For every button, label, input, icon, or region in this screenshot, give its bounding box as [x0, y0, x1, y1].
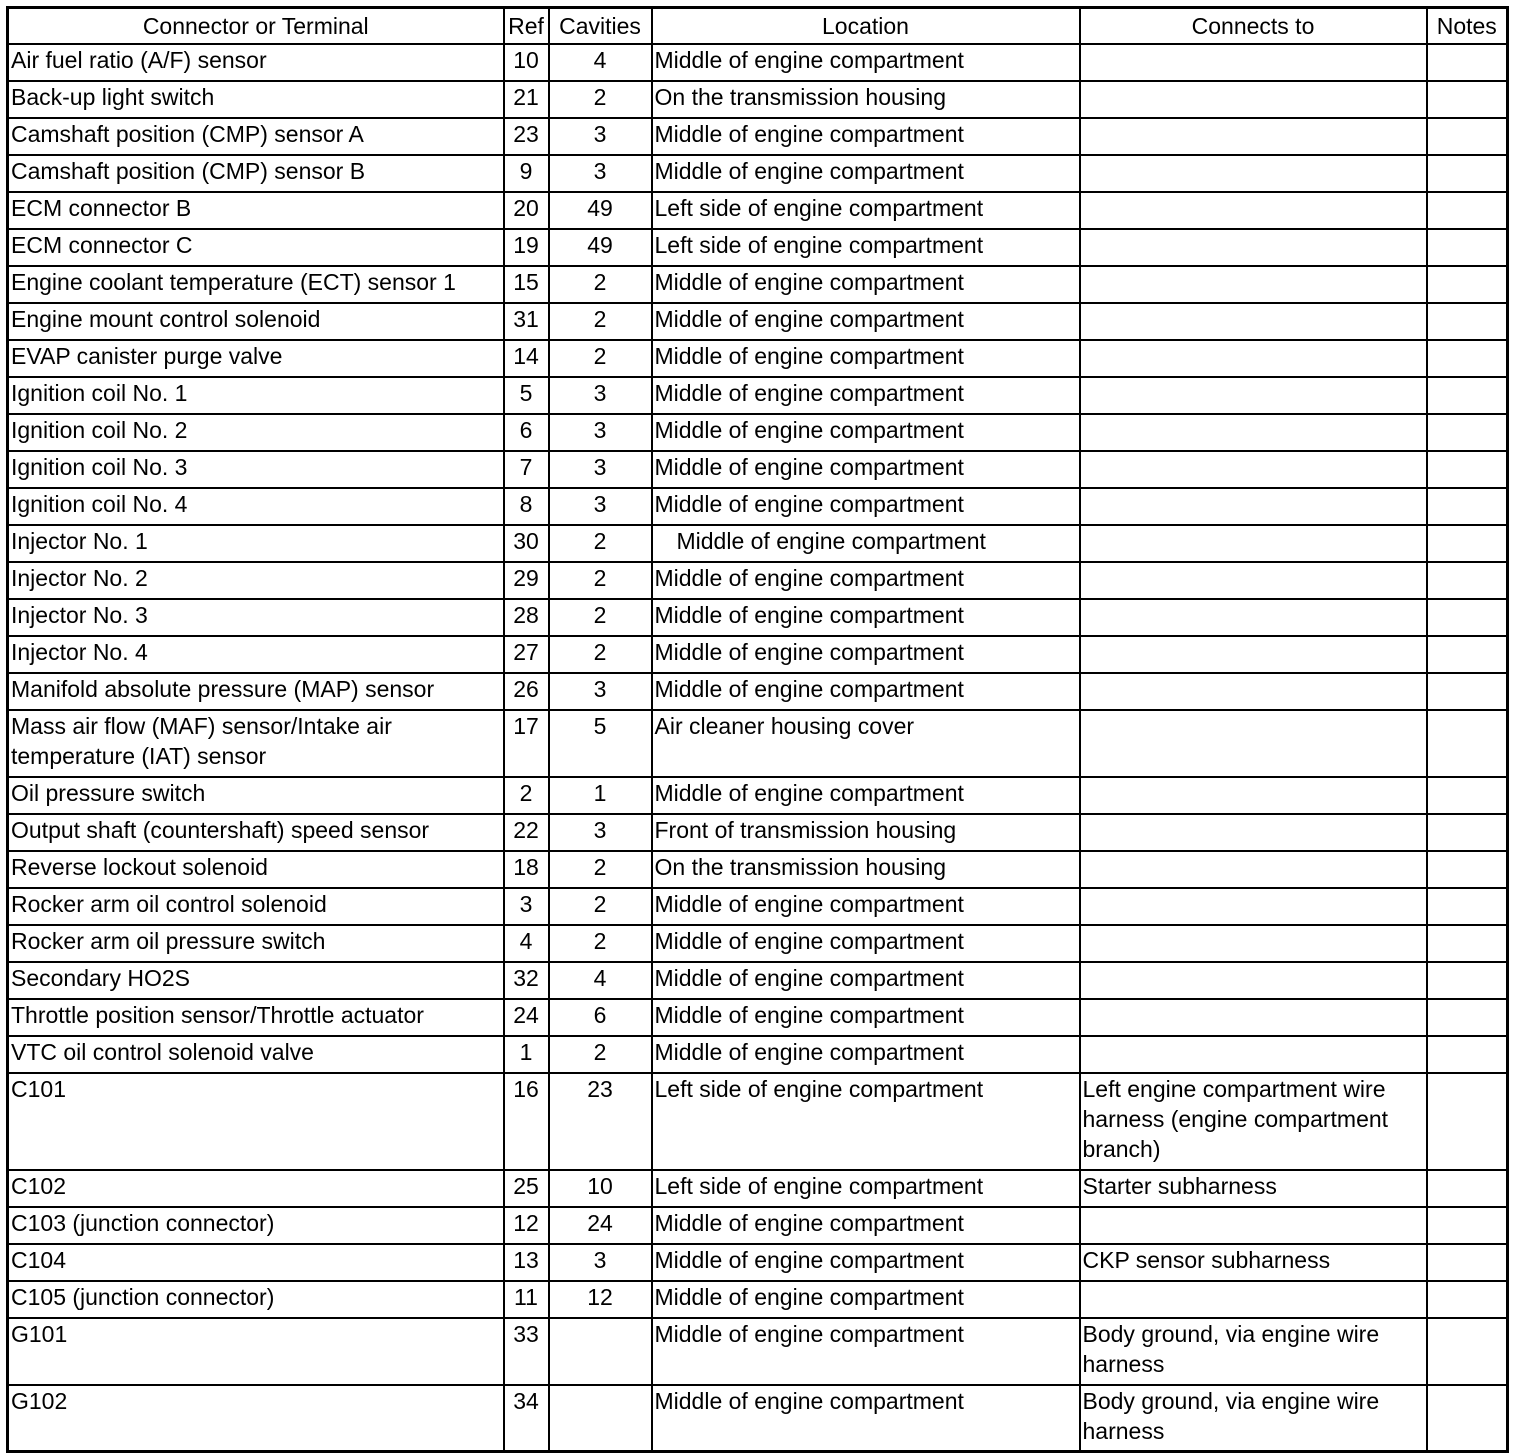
- cell-notes: [1427, 851, 1508, 888]
- cell-ref: 24: [504, 999, 549, 1036]
- cell-connector: C101: [8, 1073, 504, 1170]
- cell-ref: 34: [504, 1385, 549, 1452]
- cell-connector: Manifold absolute pressure (MAP) sensor: [8, 673, 504, 710]
- cell-notes: [1427, 488, 1508, 525]
- cell-notes: [1427, 118, 1508, 155]
- cell-location: Middle of engine compartment: [652, 599, 1080, 636]
- table-row: [8, 377, 1508, 414]
- cell-notes: [1427, 451, 1508, 488]
- cell-notes: [1427, 81, 1508, 118]
- table-row: [8, 266, 1508, 303]
- cell-connector: Throttle position sensor/Throttle actuator: [8, 999, 504, 1036]
- cell-connector: ECM connector B: [8, 192, 504, 229]
- table-row: [8, 1318, 1508, 1385]
- table-body: [8, 44, 1508, 1452]
- cell-connects-to: Left engine compartment wire harness (engine compartment branch): [1080, 1073, 1427, 1170]
- cell-location: Middle of engine compartment: [652, 1318, 1080, 1385]
- table-row: [8, 303, 1508, 340]
- cell-cavities: 2: [549, 340, 652, 377]
- cell-ref: 12: [504, 1207, 549, 1244]
- cell-cavities: 2: [549, 562, 652, 599]
- cell-connects-to: [1080, 229, 1427, 266]
- cell-location: Middle of engine compartment: [652, 488, 1080, 525]
- cell-notes: [1427, 525, 1508, 562]
- cell-connector: Ignition coil No. 3: [8, 451, 504, 488]
- cell-cavities: 2: [549, 525, 652, 562]
- cell-connects-to: [1080, 851, 1427, 888]
- cell-cavities: 5: [549, 710, 652, 777]
- table-row: [8, 81, 1508, 118]
- table-row: [8, 1036, 1508, 1073]
- cell-connector: C102: [8, 1170, 504, 1207]
- cell-connects-to: Starter subharness: [1080, 1170, 1427, 1207]
- header-connects-to: Connects to: [1080, 8, 1427, 44]
- cell-notes: [1427, 1244, 1508, 1281]
- cell-notes: [1427, 673, 1508, 710]
- cell-ref: 5: [504, 377, 549, 414]
- cell-ref: 15: [504, 266, 549, 303]
- header-location: Location: [652, 8, 1080, 44]
- table-row: [8, 599, 1508, 636]
- cell-ref: 9: [504, 155, 549, 192]
- cell-ref: 8: [504, 488, 549, 525]
- cell-connector: C104: [8, 1244, 504, 1281]
- cell-location: Middle of engine compartment: [652, 888, 1080, 925]
- cell-connects-to: [1080, 673, 1427, 710]
- cell-notes: [1427, 155, 1508, 192]
- cell-connector: G102: [8, 1385, 504, 1452]
- cell-cavities: 3: [549, 673, 652, 710]
- cell-connector: Back-up light switch: [8, 81, 504, 118]
- cell-connects-to: [1080, 888, 1427, 925]
- cell-notes: [1427, 377, 1508, 414]
- cell-location: Middle of engine compartment: [652, 562, 1080, 599]
- cell-location: Left side of engine compartment: [652, 1170, 1080, 1207]
- cell-location: On the transmission housing: [652, 851, 1080, 888]
- cell-location: Air cleaner housing cover: [652, 710, 1080, 777]
- cell-connector: Ignition coil No. 2: [8, 414, 504, 451]
- cell-ref: 2: [504, 777, 549, 814]
- cell-connector: Camshaft position (CMP) sensor A: [8, 118, 504, 155]
- cell-cavities: 4: [549, 962, 652, 999]
- cell-connector: Injector No. 4: [8, 636, 504, 673]
- cell-connects-to: [1080, 192, 1427, 229]
- cell-ref: 4: [504, 925, 549, 962]
- cell-cavities: 2: [549, 303, 652, 340]
- cell-notes: [1427, 1281, 1508, 1318]
- cell-ref: 6: [504, 414, 549, 451]
- cell-connector: Secondary HO2S: [8, 962, 504, 999]
- cell-location: Middle of engine compartment: [652, 525, 1080, 562]
- cell-cavities: 3: [549, 814, 652, 851]
- cell-ref: 22: [504, 814, 549, 851]
- cell-location: Left side of engine compartment: [652, 192, 1080, 229]
- cell-notes: [1427, 962, 1508, 999]
- cell-connects-to: [1080, 710, 1427, 777]
- cell-cavities: 3: [549, 488, 652, 525]
- cell-ref: 33: [504, 1318, 549, 1385]
- cell-connects-to: [1080, 451, 1427, 488]
- cell-connects-to: [1080, 118, 1427, 155]
- cell-connector: C105 (junction connector): [8, 1281, 504, 1318]
- cell-cavities: 3: [549, 377, 652, 414]
- cell-cavities: 2: [549, 599, 652, 636]
- cell-notes: [1427, 1073, 1508, 1170]
- cell-connects-to: [1080, 81, 1427, 118]
- cell-cavities: 2: [549, 636, 652, 673]
- cell-ref: 23: [504, 118, 549, 155]
- cell-ref: 1: [504, 1036, 549, 1073]
- cell-connects-to: [1080, 962, 1427, 999]
- cell-ref: 21: [504, 81, 549, 118]
- cell-connector: Injector No. 3: [8, 599, 504, 636]
- table-row: [8, 451, 1508, 488]
- cell-location: Left side of engine compartment: [652, 1073, 1080, 1170]
- cell-cavities: 3: [549, 118, 652, 155]
- cell-connector: Oil pressure switch: [8, 777, 504, 814]
- cell-ref: 28: [504, 599, 549, 636]
- cell-connects-to: [1080, 155, 1427, 192]
- cell-location: Middle of engine compartment: [652, 451, 1080, 488]
- cell-location: Middle of engine compartment: [652, 1036, 1080, 1073]
- cell-location: Middle of engine compartment: [652, 1385, 1080, 1452]
- table-row: [8, 155, 1508, 192]
- cell-connects-to: [1080, 814, 1427, 851]
- cell-location: Middle of engine compartment: [652, 414, 1080, 451]
- cell-connects-to: [1080, 44, 1427, 81]
- table-row: [8, 192, 1508, 229]
- table-row: [8, 814, 1508, 851]
- cell-connects-to: Body ground, via engine wire harness: [1080, 1385, 1427, 1452]
- cell-notes: [1427, 1385, 1508, 1452]
- cell-notes: [1427, 266, 1508, 303]
- cell-cavities: 12: [549, 1281, 652, 1318]
- cell-location: Middle of engine compartment: [652, 636, 1080, 673]
- cell-connector: C103 (junction connector): [8, 1207, 504, 1244]
- table-row: [8, 673, 1508, 710]
- table-row: [8, 1207, 1508, 1244]
- cell-connects-to: [1080, 1036, 1427, 1073]
- table-row: [8, 1281, 1508, 1318]
- cell-connects-to: [1080, 636, 1427, 673]
- table-row: [8, 925, 1508, 962]
- cell-cavities: 6: [549, 999, 652, 1036]
- table-row: [8, 777, 1508, 814]
- cell-ref: 27: [504, 636, 549, 673]
- header-ref: Ref: [504, 8, 549, 44]
- table-row: [8, 414, 1508, 451]
- cell-notes: [1427, 192, 1508, 229]
- cell-notes: [1427, 229, 1508, 266]
- cell-location: Middle of engine compartment: [652, 1281, 1080, 1318]
- cell-connector: G101: [8, 1318, 504, 1385]
- cell-cavities: 2: [549, 1036, 652, 1073]
- cell-ref: 14: [504, 340, 549, 377]
- cell-cavities: 2: [549, 925, 652, 962]
- cell-location: On the transmission housing: [652, 81, 1080, 118]
- cell-notes: [1427, 303, 1508, 340]
- cell-location: Middle of engine compartment: [652, 925, 1080, 962]
- cell-ref: 11: [504, 1281, 549, 1318]
- cell-notes: [1427, 636, 1508, 673]
- table-row: [8, 488, 1508, 525]
- cell-connector: Rocker arm oil pressure switch: [8, 925, 504, 962]
- cell-location: Middle of engine compartment: [652, 44, 1080, 81]
- table-row: [8, 999, 1508, 1036]
- cell-notes: [1427, 1318, 1508, 1385]
- cell-ref: 18: [504, 851, 549, 888]
- table-row: [8, 562, 1508, 599]
- cell-notes: [1427, 777, 1508, 814]
- cell-cavities: 2: [549, 266, 652, 303]
- cell-location: Middle of engine compartment: [652, 999, 1080, 1036]
- cell-connector: VTC oil control solenoid valve: [8, 1036, 504, 1073]
- cell-notes: [1427, 1170, 1508, 1207]
- cell-connector: Engine mount control solenoid: [8, 303, 504, 340]
- cell-cavities: 23: [549, 1073, 652, 1170]
- cell-location: Front of transmission housing: [652, 814, 1080, 851]
- cell-notes: [1427, 710, 1508, 777]
- cell-cavities: 10: [549, 1170, 652, 1207]
- cell-location: Middle of engine compartment: [652, 777, 1080, 814]
- cell-cavities: 3: [549, 1244, 652, 1281]
- cell-ref: 26: [504, 673, 549, 710]
- cell-cavities: 49: [549, 229, 652, 266]
- cell-connector: Injector No. 2: [8, 562, 504, 599]
- cell-connects-to: [1080, 525, 1427, 562]
- header-notes: Notes: [1427, 8, 1508, 44]
- cell-location: Middle of engine compartment: [652, 303, 1080, 340]
- cell-connector: ECM connector C: [8, 229, 504, 266]
- cell-notes: [1427, 340, 1508, 377]
- cell-cavities: [549, 1318, 652, 1385]
- cell-notes: [1427, 562, 1508, 599]
- cell-connector: Output shaft (countershaft) speed sensor: [8, 814, 504, 851]
- cell-location: Middle of engine compartment: [652, 962, 1080, 999]
- cell-connects-to: [1080, 377, 1427, 414]
- cell-notes: [1427, 599, 1508, 636]
- cell-location: Middle of engine compartment: [652, 673, 1080, 710]
- cell-connects-to: [1080, 1207, 1427, 1244]
- cell-ref: 32: [504, 962, 549, 999]
- header-cavities: Cavities: [549, 8, 652, 44]
- cell-ref: 17: [504, 710, 549, 777]
- connector-table-container: [6, 6, 1506, 1446]
- cell-connects-to: [1080, 925, 1427, 962]
- cell-notes: [1427, 1036, 1508, 1073]
- cell-cavities: 3: [549, 451, 652, 488]
- cell-cavities: 1: [549, 777, 652, 814]
- cell-connector: EVAP canister purge valve: [8, 340, 504, 377]
- cell-notes: [1427, 1207, 1508, 1244]
- cell-notes: [1427, 999, 1508, 1036]
- cell-location: Middle of engine compartment: [652, 266, 1080, 303]
- cell-location: Middle of engine compartment: [652, 377, 1080, 414]
- cell-ref: 10: [504, 44, 549, 81]
- table-row: [8, 710, 1508, 777]
- cell-connects-to: Body ground, via engine wire harness: [1080, 1318, 1427, 1385]
- table-row: [8, 44, 1508, 81]
- cell-cavities: 4: [549, 44, 652, 81]
- cell-cavities: 2: [549, 888, 652, 925]
- cell-cavities: 2: [549, 81, 652, 118]
- table-row: [8, 118, 1508, 155]
- cell-notes: [1427, 888, 1508, 925]
- cell-location: Middle of engine compartment: [652, 155, 1080, 192]
- cell-ref: 31: [504, 303, 549, 340]
- cell-notes: [1427, 414, 1508, 451]
- cell-connects-to: [1080, 303, 1427, 340]
- cell-connector: Rocker arm oil control solenoid: [8, 888, 504, 925]
- table-row: [8, 525, 1508, 562]
- cell-ref: 19: [504, 229, 549, 266]
- header-connector: Connector or Terminal: [8, 8, 504, 44]
- cell-location: Middle of engine compartment: [652, 118, 1080, 155]
- cell-connects-to: [1080, 599, 1427, 636]
- cell-connector: Camshaft position (CMP) sensor B: [8, 155, 504, 192]
- cell-connector: Reverse lockout solenoid: [8, 851, 504, 888]
- table-row: [8, 636, 1508, 673]
- cell-connector: Air fuel ratio (A/F) sensor: [8, 44, 504, 81]
- cell-connects-to: CKP sensor subharness: [1080, 1244, 1427, 1281]
- cell-location: Left side of engine compartment: [652, 229, 1080, 266]
- connector-table: [6, 6, 1509, 1453]
- cell-cavities: 3: [549, 414, 652, 451]
- cell-connector: Mass air flow (MAF) sensor/Intake air temperature (IAT) sensor: [8, 710, 504, 777]
- cell-notes: [1427, 44, 1508, 81]
- cell-notes: [1427, 814, 1508, 851]
- cell-notes: [1427, 925, 1508, 962]
- cell-ref: 20: [504, 192, 549, 229]
- cell-connects-to: [1080, 999, 1427, 1036]
- table-row: [8, 1073, 1508, 1170]
- cell-cavities: 24: [549, 1207, 652, 1244]
- table-row: [8, 229, 1508, 266]
- cell-ref: 7: [504, 451, 549, 488]
- cell-connector: Ignition coil No. 1: [8, 377, 504, 414]
- cell-ref: 3: [504, 888, 549, 925]
- table-row: [8, 1170, 1508, 1207]
- table-row: [8, 962, 1508, 999]
- cell-cavities: 3: [549, 155, 652, 192]
- cell-connector: Ignition coil No. 4: [8, 488, 504, 525]
- cell-cavities: 49: [549, 192, 652, 229]
- cell-ref: 30: [504, 525, 549, 562]
- cell-cavities: [549, 1385, 652, 1452]
- cell-ref: 29: [504, 562, 549, 599]
- cell-ref: 13: [504, 1244, 549, 1281]
- cell-connects-to: [1080, 488, 1427, 525]
- cell-connector: Injector No. 1: [8, 525, 504, 562]
- cell-connects-to: [1080, 266, 1427, 303]
- cell-ref: 16: [504, 1073, 549, 1170]
- cell-connects-to: [1080, 340, 1427, 377]
- cell-ref: 25: [504, 1170, 549, 1207]
- table-row: [8, 851, 1508, 888]
- cell-connector: Engine coolant temperature (ECT) sensor 1: [8, 266, 504, 303]
- cell-connects-to: [1080, 777, 1427, 814]
- cell-cavities: 2: [549, 851, 652, 888]
- cell-connects-to: [1080, 414, 1427, 451]
- header-row: [8, 8, 1508, 44]
- cell-location: Middle of engine compartment: [652, 1207, 1080, 1244]
- table-row: [8, 888, 1508, 925]
- cell-location: Middle of engine compartment: [652, 340, 1080, 377]
- table-row: [8, 1244, 1508, 1281]
- cell-location: Middle of engine compartment: [652, 1244, 1080, 1281]
- cell-connects-to: [1080, 562, 1427, 599]
- table-row: [8, 1385, 1508, 1452]
- table-row: [8, 340, 1508, 377]
- cell-connects-to: [1080, 1281, 1427, 1318]
